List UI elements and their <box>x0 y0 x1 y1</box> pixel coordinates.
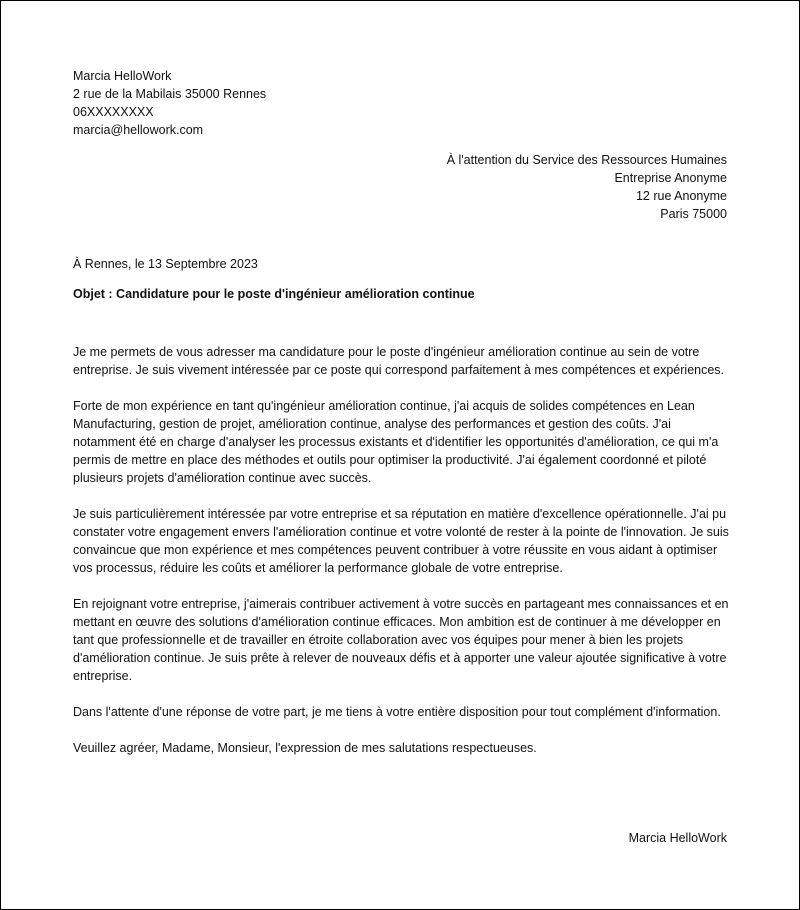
paragraph-motivation: Je suis particulièrement intéressée par votre entreprise et sa réputation en matière d'excellence opérationnelle. J'ai pu constater votre engagement envers l'amélioration continue et votre volonté de rester à la pointe de l'innovation. Je suis convaincue que mon expérience et mes compétences peuvent contribuer à votre réussite en vous aidant à optimiser vos processus, réduire les coûts et améliorer la performance globale de votre entreprise. <box>73 507 729 575</box>
paragraph-closing: Veuillez agréer, Madame, Monsieur, l'expression de mes salutations respectueuses. <box>73 741 537 755</box>
paragraph-ambition: En rejoignant votre entreprise, j'aimerais contribuer activement à votre succès en partageant mes connaissances et en mettant en œuvre des solutions d'amélioration continue efficaces. Mon ambition est de continuer à me développer en tant que professionnelle et de travailler en étroite collaboration avec vos équipes pour mener à bien les projets d'amélioration continue. Je suis prête à relever de nouveaux défis et à apporter une valeur ajoutée significative à votre entreprise. <box>73 597 729 683</box>
paragraph-intro: Je me permets de vous adresser ma candidature pour le poste d'ingénieur amélioration continue au sein de votre entreprise. Je suis vivement intéressée par ce poste qui correspond parfaitement à mes compétences et expériences. <box>73 345 725 377</box>
paragraph-availability: Dans l'attente d'une réponse de votre part, je me tiens à votre entière disposition pour tout complément d'information. <box>73 705 721 719</box>
recipient-company: Entreprise Anonyme <box>614 171 727 185</box>
sender-email: marcia@hellowork.com <box>73 123 204 137</box>
date-line: À Rennes, le 13 Septembre 2023 <box>73 257 258 271</box>
recipient-attention: À l'attention du Service des Ressources Humaines <box>446 153 727 167</box>
sender-name: Marcia HelloWork <box>73 69 172 83</box>
recipient-street: 12 rue Anonyme <box>635 189 727 203</box>
subject-line: Objet : Candidature pour le poste d'ingénieur amélioration continue <box>73 287 475 301</box>
sender-block <box>73 67 266 139</box>
sender-phone: 06XXXXXXXX <box>73 105 154 119</box>
paragraph-experience: Forte de mon expérience en tant qu'ingénieur amélioration continue, j'ai acquis de solides compétences en Lean Manufacturing, gestion de projet, amélioration continue, analyse des performances et gestion des coûts. J'ai notamment été en charge d'analyser les processus existants et d'identifier les opportunités d'amélioration, ce qui m'a permis de mettre en place des méthodes et outils pour optimiser la productivité. J'ai également coordonné et piloté plusieurs projets d'amélioration continue avec succès. <box>73 399 719 485</box>
letter-body <box>73 343 733 775</box>
signature: Marcia HelloWork <box>628 831 727 845</box>
recipient-city: Paris 75000 <box>660 207 727 221</box>
sender-address: 2 rue de la Mabilais 35000 Rennes <box>73 87 267 101</box>
recipient-block <box>447 151 727 223</box>
